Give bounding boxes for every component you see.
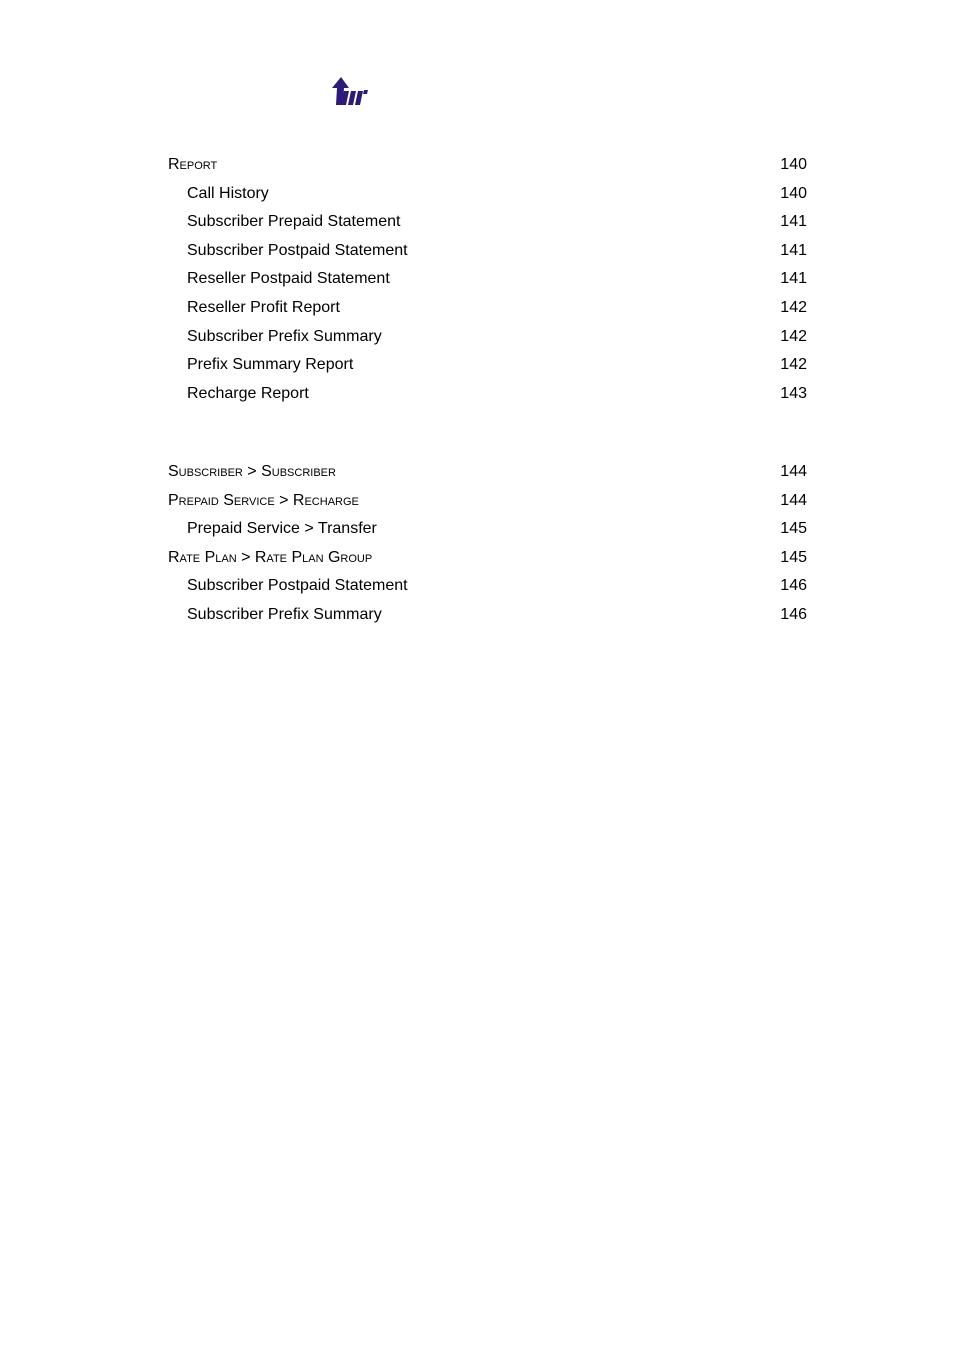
toc-page-number: 140 [780, 184, 807, 202]
toc-page-number: 142 [780, 327, 807, 345]
toc-entry-label: Report [168, 156, 218, 173]
toc-page-number: 144 [780, 491, 807, 509]
toc-page-number: 142 [780, 356, 807, 374]
toc-section-subscriber [168, 458, 807, 630]
toc-entry-subscriber-postpaid-statement[interactable] [168, 572, 807, 601]
toc-entry-subscriber-prefix-summary[interactable] [168, 323, 807, 352]
toc-entry-label: Call History [187, 184, 269, 202]
toc-page-number: 145 [780, 520, 807, 538]
toc-page-number: 144 [780, 463, 807, 480]
toc-entry-label: Subscriber Postpaid Statement [187, 241, 408, 259]
toc-entry-prepaid-service-transfer[interactable] [168, 515, 807, 544]
toc-page-number: 146 [780, 577, 807, 595]
arrow-logo-icon [332, 77, 368, 109]
toc-page-number: 141 [780, 270, 807, 288]
toc-entry-label: Subscriber Prefix Summary [187, 327, 382, 345]
toc-entry-label: Prepaid Service > Recharge [168, 491, 359, 509]
toc-page-number: 146 [780, 605, 807, 623]
toc-entry-reseller-postpaid-statement[interactable] [168, 265, 807, 294]
toc-entry-report[interactable] [168, 151, 807, 180]
toc-entry-label: Subscriber Prefix Summary [187, 605, 382, 623]
toc-entry-label: Subscriber Postpaid Statement [187, 577, 408, 595]
toc-entry-label: Subscriber Prepaid Statement [187, 213, 401, 231]
toc-entry-rate-plan-rate-plan-group[interactable] [168, 544, 807, 573]
toc-entry-subscriber-postpaid-statement[interactable] [168, 237, 807, 266]
toc-entry-label: Reseller Postpaid Statement [187, 270, 390, 288]
toc-entry-prepaid-service-recharge[interactable] [168, 487, 807, 516]
toc-entry-subscriber-subscriber[interactable] [168, 458, 807, 487]
toc-entry-label: Reseller Profit Report [187, 298, 340, 316]
toc-entry-call-history[interactable] [168, 180, 807, 209]
toc-page-number: 142 [780, 298, 807, 316]
toc-page-number: 145 [780, 548, 807, 566]
toc-entry-reseller-profit-report[interactable] [168, 294, 807, 323]
toc-page-number: 141 [780, 241, 807, 259]
toc-page-number: 140 [780, 156, 807, 173]
toc-entry-label: Prefix Summary Report [187, 356, 354, 374]
toc-section-report [168, 151, 807, 408]
toc-page-number: 141 [780, 213, 807, 231]
toc-entry-subscriber-prefix-summary[interactable] [168, 601, 807, 630]
toc-entry-prefix-summary-report[interactable] [168, 351, 807, 380]
toc-entry-label: Rate Plan > Rate Plan Group [168, 548, 373, 566]
toc-entry-recharge-report[interactable] [168, 380, 807, 409]
toc-entry-label: Subscriber > Subscriber [168, 463, 336, 480]
toc-entry-label: Recharge Report [187, 384, 309, 402]
toc-page-number: 143 [780, 384, 807, 402]
toc-entry-label: Prepaid Service > Transfer [187, 520, 377, 538]
toc-entry-subscriber-prepaid-statement[interactable] [168, 208, 807, 237]
